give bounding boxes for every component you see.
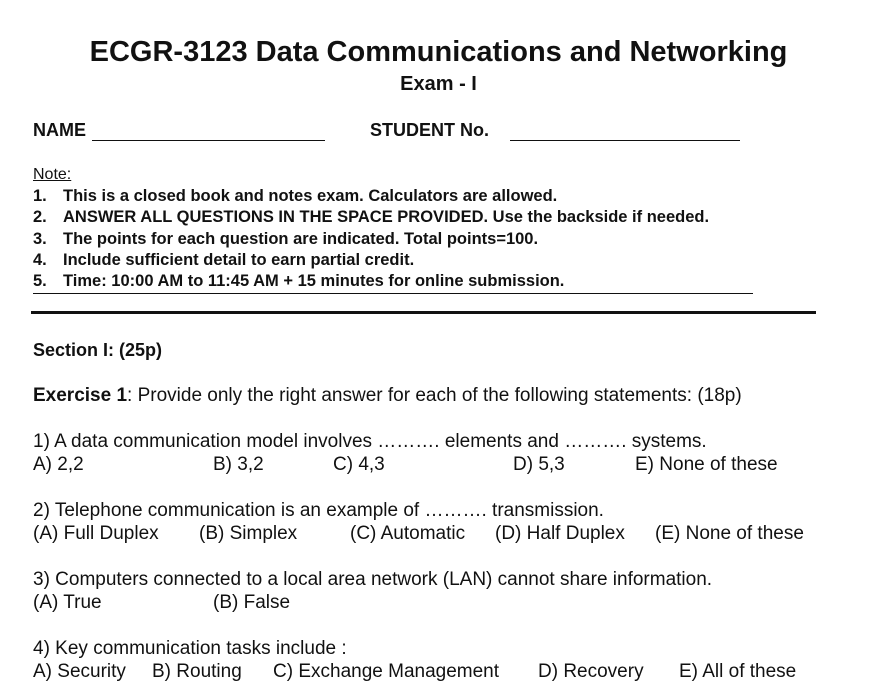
- exam-title: ECGR-3123 Data Communications and Networking: [89, 36, 788, 68]
- section-heading: Section I: (25p): [33, 340, 163, 360]
- note-item: 5. Time: 10:00 AM to 11:45 AM + 15 minutes for online submission.: [33, 272, 565, 290]
- note-item: 2. ANSWER ALL QUESTIONS IN THE SPACE PROVIDED. Use the backside if needed.: [33, 208, 710, 226]
- question-2-option-c: (C) Automatic: [350, 523, 466, 544]
- note-item: 1. This is a closed book and notes exam. Calculators are allowed.: [33, 187, 558, 205]
- question-1-option-a: A) 2,2: [33, 454, 84, 475]
- exam-subtitle: Exam - I: [400, 73, 477, 95]
- question-1-text: 1) A data communication model involves ………. elements and ………. systems.: [33, 431, 707, 452]
- question-1-option-c: C) 4,3: [333, 454, 385, 475]
- question-3-option-b: (B) False: [213, 592, 291, 613]
- question-1-option-d: D) 5,3: [513, 454, 565, 475]
- question-2-option-e: (E) None of these: [655, 523, 804, 544]
- name-label: NAME: [33, 120, 86, 140]
- question-4-option-e: E) All of these: [679, 661, 797, 682]
- name-blank-line: [92, 140, 325, 141]
- note-item: 4. Include sufficient detail to earn partial credit.: [33, 251, 415, 269]
- question-2-option-d: (D) Half Duplex: [495, 523, 625, 544]
- student-number-label: STUDENT No.: [370, 120, 489, 140]
- question-4-option-b: B) Routing: [152, 661, 242, 682]
- exercise-instruction: Exercise 1: Provide only the right answer for each of the following statements: (18p): [33, 385, 742, 406]
- question-2-option-b: (B) Simplex: [199, 523, 298, 544]
- section-divider: [31, 311, 816, 314]
- question-3-text: 3) Computers connected to a local area network (LAN) cannot share information.: [33, 569, 713, 590]
- question-4-option-d: D) Recovery: [538, 661, 644, 682]
- question-1-option-b: B) 3,2: [213, 454, 264, 475]
- notes-underline: [33, 293, 753, 294]
- question-1-option-e: E) None of these: [635, 454, 778, 475]
- question-2-option-a: (A) Full Duplex: [33, 523, 159, 544]
- question-2-text: 2) Telephone communication is an example of ………. transmission.: [33, 500, 604, 521]
- note-heading: Note:: [33, 166, 72, 183]
- question-4-text: 4) Key communication tasks include :: [33, 638, 347, 659]
- question-4-option-a: A) Security: [33, 661, 126, 682]
- note-item: 3. The points for each question are indicated. Total points=100.: [33, 230, 539, 248]
- question-4-option-c: C) Exchange Management: [273, 661, 500, 682]
- student-number-blank-line: [510, 140, 740, 141]
- question-3-option-a: (A) True: [33, 592, 102, 613]
